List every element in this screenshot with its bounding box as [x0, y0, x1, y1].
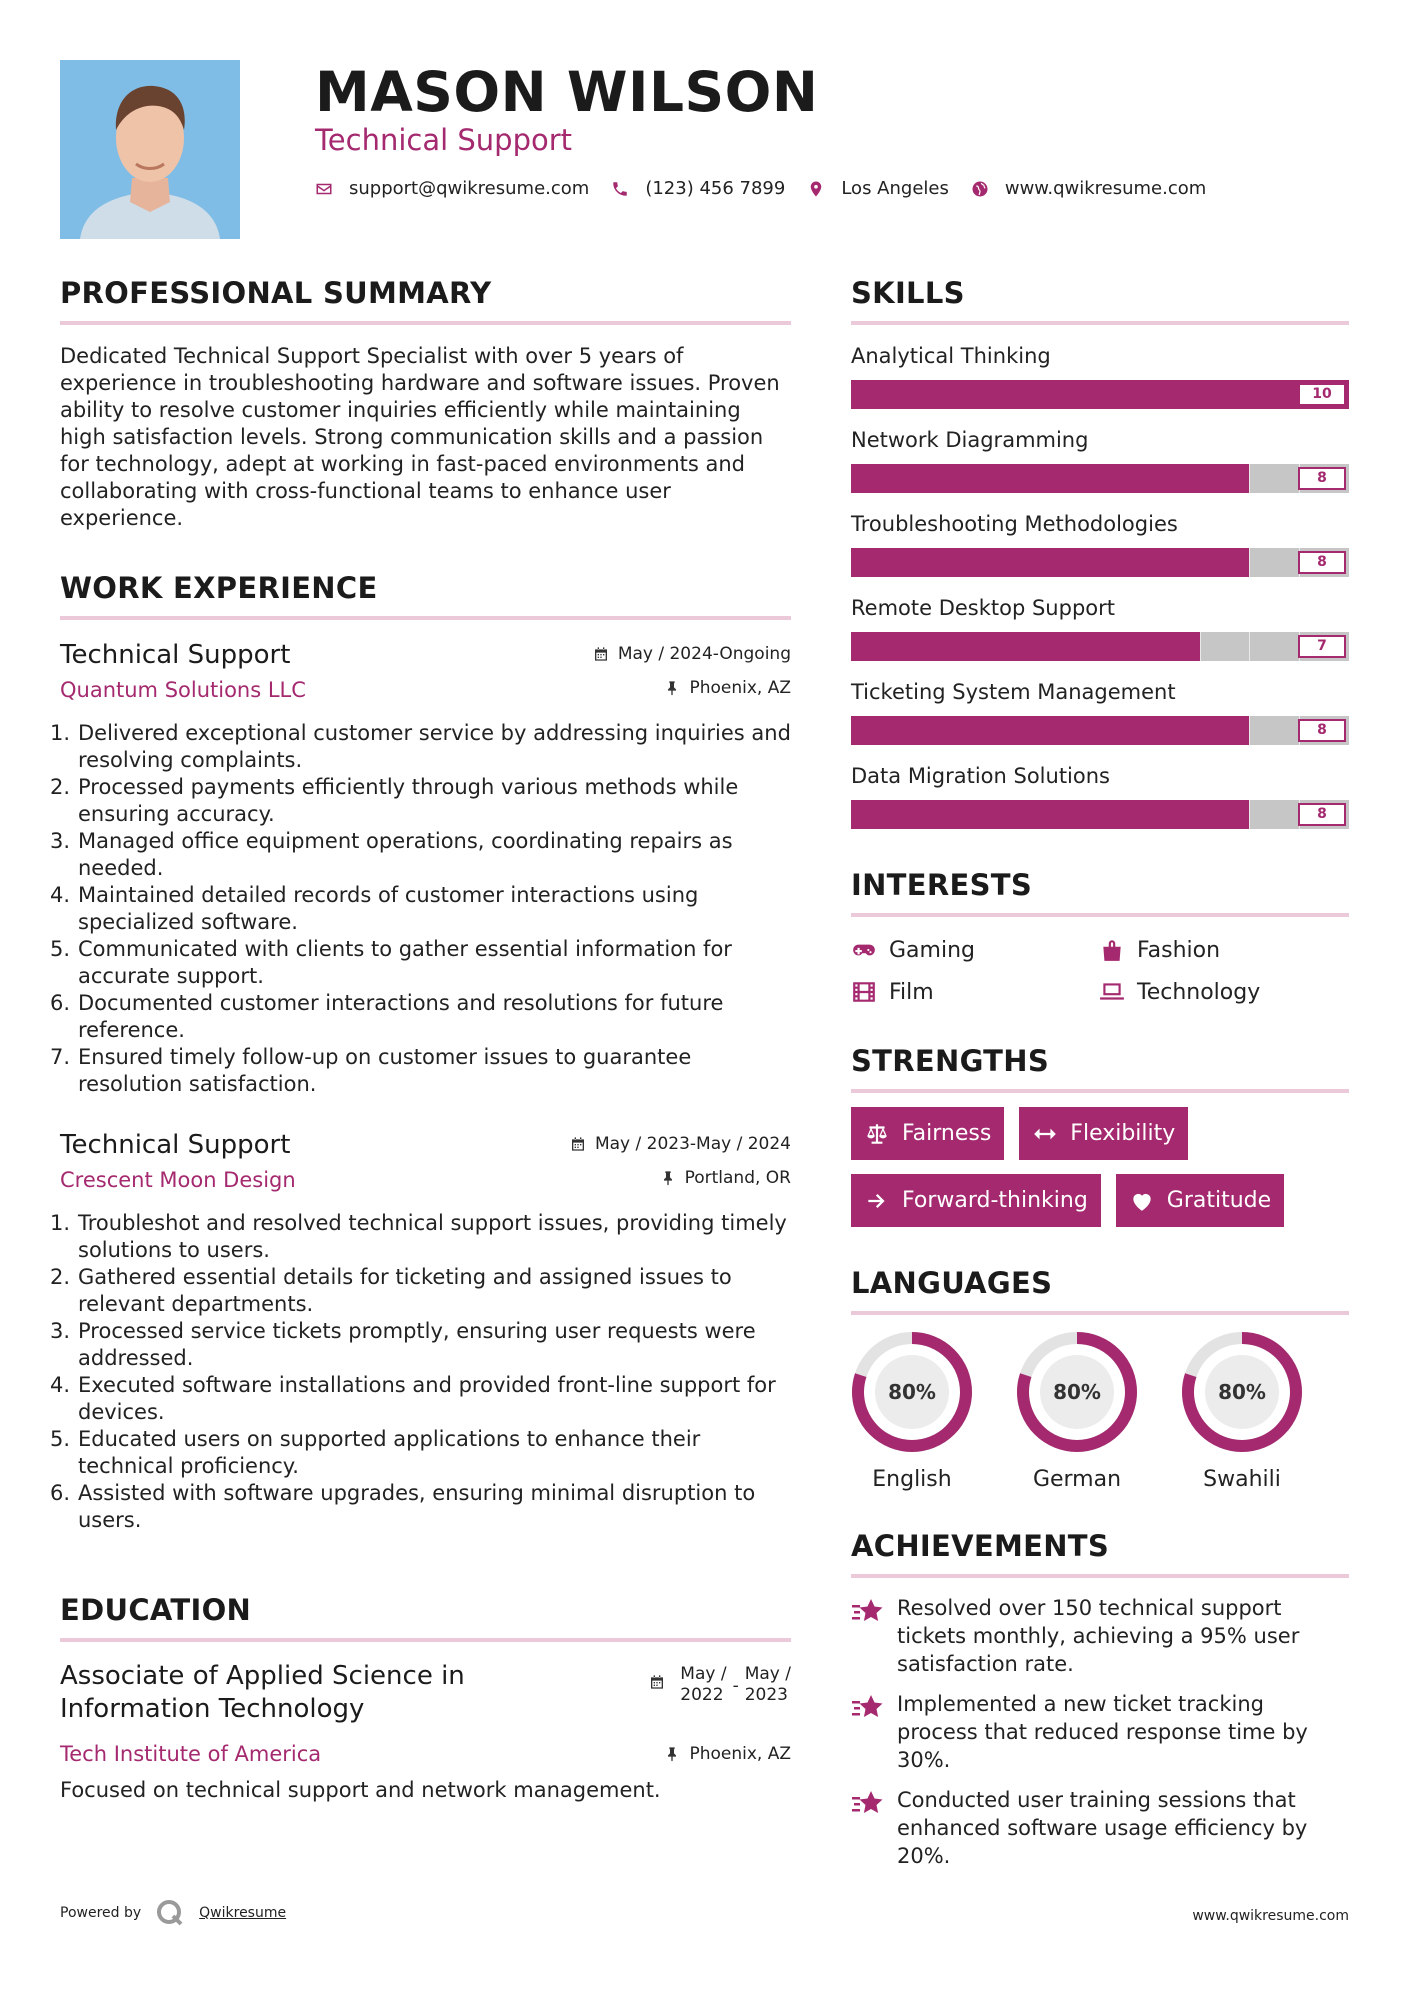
- calendar-icon: [593, 646, 609, 662]
- list-item: 1. Troubleshot and resolved technical support issues, providing timely solutions to users.: [50, 1211, 787, 1262]
- skill-item: [851, 427, 1349, 493]
- location-text: Los Angeles: [841, 178, 949, 199]
- list-item: 4. Executed software installations and provided front-line support for devices.: [50, 1373, 776, 1424]
- job-bullets: [50, 1210, 791, 1534]
- skill-level-badge: 10: [1298, 383, 1346, 406]
- interests-list: [851, 937, 1349, 1005]
- skill-bar: [851, 464, 1349, 493]
- list-item: 4. Maintained detailed records of customer interactions using specialized software.: [50, 883, 699, 934]
- education-heading: EDUCATION: [60, 1592, 791, 1642]
- strength-badge: Gratitude: [1116, 1174, 1284, 1227]
- job-title: Technical Support: [60, 640, 291, 670]
- skill-name: Troubleshooting Methodologies: [851, 512, 1178, 536]
- language-name: English: [872, 1467, 952, 1492]
- job-date: [570, 1134, 791, 1154]
- email-text: support@qwikresume.com: [349, 178, 590, 199]
- film-icon: [851, 979, 877, 1005]
- list-item: 6. Assisted with software upgrades, ensuring minimal disruption to users.: [50, 1481, 756, 1532]
- contact-bar: [315, 178, 1228, 199]
- language-percent: 80%: [1218, 1380, 1266, 1404]
- list-item: 5. Educated users on supported applications to enhance their technical proficiency.: [50, 1427, 701, 1478]
- skill-bar-fill: [851, 464, 1249, 493]
- skill-level-badge: 7: [1298, 635, 1346, 658]
- skill-name: Remote Desktop Support: [851, 596, 1115, 620]
- job-bullets: [50, 720, 791, 1098]
- language-ring: [851, 1331, 973, 1453]
- achievement-item: Implemented a new ticket tracking process that reduced response time by 30%.: [851, 1690, 1349, 1774]
- job-entry-1: [50, 638, 791, 1098]
- candidate-title: Technical Support: [315, 123, 573, 157]
- education-dates: [649, 1664, 791, 1706]
- strengths-heading: STRENGTHS: [851, 1043, 1349, 1093]
- summary-heading: PROFESSIONAL SUMMARY: [60, 275, 791, 325]
- skill-item: [851, 679, 1349, 745]
- profile-photo: [60, 60, 240, 239]
- skill-bar: [851, 716, 1349, 745]
- education-entry: [60, 1660, 791, 1810]
- skill-item: [851, 595, 1349, 661]
- skill-bar: [851, 800, 1349, 829]
- list-item: 3. Processed service tickets promptly, ensuring user requests were addressed.: [50, 1319, 756, 1370]
- laptop-icon: [1099, 979, 1125, 1005]
- globe-icon: [971, 180, 989, 198]
- skill-bar: [851, 548, 1349, 577]
- map-marker-icon: [807, 180, 825, 198]
- summary-section: [60, 275, 791, 532]
- qwikresume-logo-icon: [155, 1898, 185, 1928]
- language-percent: 80%: [888, 1380, 936, 1404]
- language-name: German: [1032, 1467, 1122, 1492]
- profile-photo-illustration: [60, 60, 240, 239]
- experience-section: [50, 570, 791, 1534]
- skill-bar-tick: [1249, 632, 1250, 661]
- powered-by-text: Powered by: [60, 1905, 142, 1921]
- skill-bar-tick: [1249, 800, 1250, 829]
- right-column: [851, 275, 1349, 1882]
- skill-bar-tick: [1200, 632, 1201, 661]
- footer-powered-by: [60, 1898, 286, 1928]
- left-column: [50, 275, 791, 1810]
- achievement-item: Conducted user training sessions that enhanced software usage efficiency by 20%.: [851, 1786, 1349, 1870]
- job-date: [593, 644, 791, 664]
- skill-bar-fill: [851, 632, 1200, 661]
- start-date: May / 2022: [680, 1664, 727, 1705]
- phone-text: (123) 456 7899: [645, 178, 786, 199]
- resume-header: [60, 60, 1350, 240]
- language-ring: [1016, 1331, 1138, 1453]
- strength-badge: Forward-thinking: [851, 1174, 1101, 1227]
- job-location-text: Portland, OR: [684, 1168, 791, 1188]
- achievement-item: Resolved over 150 technical support tickets monthly, achieving a 95% user satisfaction rate.: [851, 1594, 1349, 1678]
- achievements-heading: ACHIEVEMENTS: [851, 1528, 1349, 1578]
- list-item: 1. Delivered exceptional customer service by addressing inquiries and resolving complaints.: [50, 721, 791, 772]
- education-description: Focused on technical support and network management.: [60, 1778, 661, 1802]
- contact-location: [807, 178, 949, 199]
- list-item: 2. Processed payments efficiently through various methods while ensuring accuracy.: [50, 775, 739, 826]
- languages-section: [851, 1265, 1349, 1492]
- experience-heading: WORK EXPERIENCE: [60, 570, 791, 620]
- skill-item: [851, 343, 1349, 409]
- skill-name: Data Migration Solutions: [851, 764, 1110, 788]
- job-date-text: May / 2024-Ongoing: [617, 644, 791, 664]
- pin-icon: [664, 1746, 680, 1762]
- interests-heading: INTERESTS: [851, 867, 1349, 917]
- contact-email[interactable]: [315, 178, 589, 199]
- end-date: May / 2023: [744, 1664, 791, 1705]
- skill-level-badge: 8: [1298, 719, 1346, 742]
- skill-item: [851, 763, 1349, 829]
- interest-item: Fashion: [1099, 937, 1347, 963]
- interest-item: Film: [851, 979, 1099, 1005]
- education-section: [60, 1592, 791, 1810]
- skills-section: [851, 275, 1349, 829]
- skill-bar-fill: [851, 548, 1249, 577]
- star-icon: [851, 1596, 885, 1626]
- school-name: Tech Institute of America: [60, 1742, 322, 1766]
- list-item: 7. Ensured timely follow-up on customer issues to guarantee resolution satisfaction.: [50, 1045, 692, 1096]
- list-item: 3. Managed office equipment operations, coordinating repairs as needed.: [50, 829, 733, 880]
- interest-item: Technology: [1099, 979, 1347, 1005]
- skill-bar-tick: [1249, 716, 1250, 745]
- skill-item: [851, 511, 1349, 577]
- strength-badge: Fairness: [851, 1107, 1004, 1160]
- skill-bar-tick: [1249, 464, 1250, 493]
- strengths-section: [851, 1043, 1349, 1241]
- list-item: 5. Communicated with clients to gather essential information for accurate support.: [50, 937, 732, 988]
- star-icon: [851, 1692, 885, 1722]
- skill-bar-fill: [851, 716, 1249, 745]
- skill-bar-fill: [851, 380, 1349, 409]
- job-location-text: Phoenix, AZ: [689, 678, 791, 698]
- language-name: Swahili: [1203, 1467, 1281, 1492]
- summary-text: Dedicated Technical Support Specialist with over 5 years of experience in troubleshooting hardware and software issues. Proven ability to resolve customer inquiries efficiently while maintaining high satisfaction levels. Strong communication skills and a passion for technology, adept at working in fast-paced environments and collaborating with cross-functional teams to enhance user experience.: [60, 344, 780, 530]
- skill-name: Network Diagramming: [851, 428, 1089, 452]
- contact-phone[interactable]: [611, 178, 785, 199]
- achievements-section: [851, 1528, 1349, 1870]
- scale-icon: [864, 1121, 890, 1147]
- brand-link[interactable]: Qwikresume: [199, 1905, 287, 1921]
- list-item: 2. Gathered essential details for ticketing and assigned issues to relevant departments.: [50, 1265, 732, 1316]
- skills-heading: SKILLS: [851, 275, 1349, 325]
- language-percent: 80%: [1053, 1380, 1101, 1404]
- job-header: [60, 638, 791, 708]
- skills-list: [851, 343, 1349, 829]
- education-location: Phoenix, AZ: [664, 1744, 791, 1764]
- website-text: www.qwikresume.com: [1004, 178, 1207, 199]
- candidate-name: MASON WILSON: [315, 60, 819, 124]
- languages-list: [851, 1331, 1349, 1492]
- degree-title: Associate of Applied Science in Information Technology: [60, 1661, 465, 1724]
- star-icon: [851, 1788, 885, 1818]
- phone-icon: [611, 180, 629, 198]
- strength-badge: Flexibility: [1019, 1107, 1188, 1160]
- date-separator: -: [732, 1676, 739, 1696]
- language-ring: [1181, 1331, 1303, 1453]
- skill-bar: [851, 632, 1349, 661]
- language-item: [1181, 1331, 1303, 1492]
- contact-website[interactable]: [971, 178, 1206, 199]
- skill-level-badge: 8: [1298, 467, 1346, 490]
- heart-icon: [1129, 1188, 1155, 1214]
- skill-bar: [851, 380, 1349, 409]
- language-item: [1016, 1331, 1138, 1492]
- job-entry-2: [50, 1128, 791, 1534]
- calendar-icon: [570, 1136, 586, 1152]
- skill-level-badge: 8: [1298, 803, 1346, 826]
- job-location: [660, 1168, 791, 1188]
- envelope-icon: [315, 180, 333, 198]
- interest-item: Gaming: [851, 937, 1099, 963]
- job-location: [664, 678, 791, 698]
- skill-level-badge: 8: [1298, 551, 1346, 574]
- calendar-icon: [649, 1674, 665, 1690]
- job-company: Crescent Moon Design: [60, 1168, 296, 1192]
- job-header: [60, 1128, 791, 1198]
- interests-section: [851, 867, 1349, 1005]
- gamepad-icon: [851, 937, 877, 963]
- pin-icon: [660, 1170, 676, 1186]
- strengths-list: [851, 1107, 1349, 1241]
- language-item: [851, 1331, 973, 1492]
- skill-bar-tick: [1249, 548, 1250, 577]
- languages-heading: LANGUAGES: [851, 1265, 1349, 1315]
- arrow-right-icon: [864, 1188, 890, 1214]
- skill-name: Ticketing System Management: [851, 680, 1176, 704]
- job-title: Technical Support: [60, 1130, 291, 1160]
- list-item: 6. Documented customer interactions and resolutions for future reference.: [50, 991, 724, 1042]
- pin-icon: [664, 680, 680, 696]
- achievements-list: [851, 1594, 1349, 1870]
- job-date-text: May / 2023-May / 2024: [594, 1134, 791, 1154]
- shopping-bag-icon: [1099, 937, 1125, 963]
- footer-website[interactable]: www.qwikresume.com: [1192, 1908, 1349, 1924]
- arrows-horizontal-icon: [1032, 1121, 1058, 1147]
- skill-bar-fill: [851, 800, 1249, 829]
- job-company: Quantum Solutions LLC: [60, 678, 306, 702]
- skill-name: Analytical Thinking: [851, 344, 1051, 368]
